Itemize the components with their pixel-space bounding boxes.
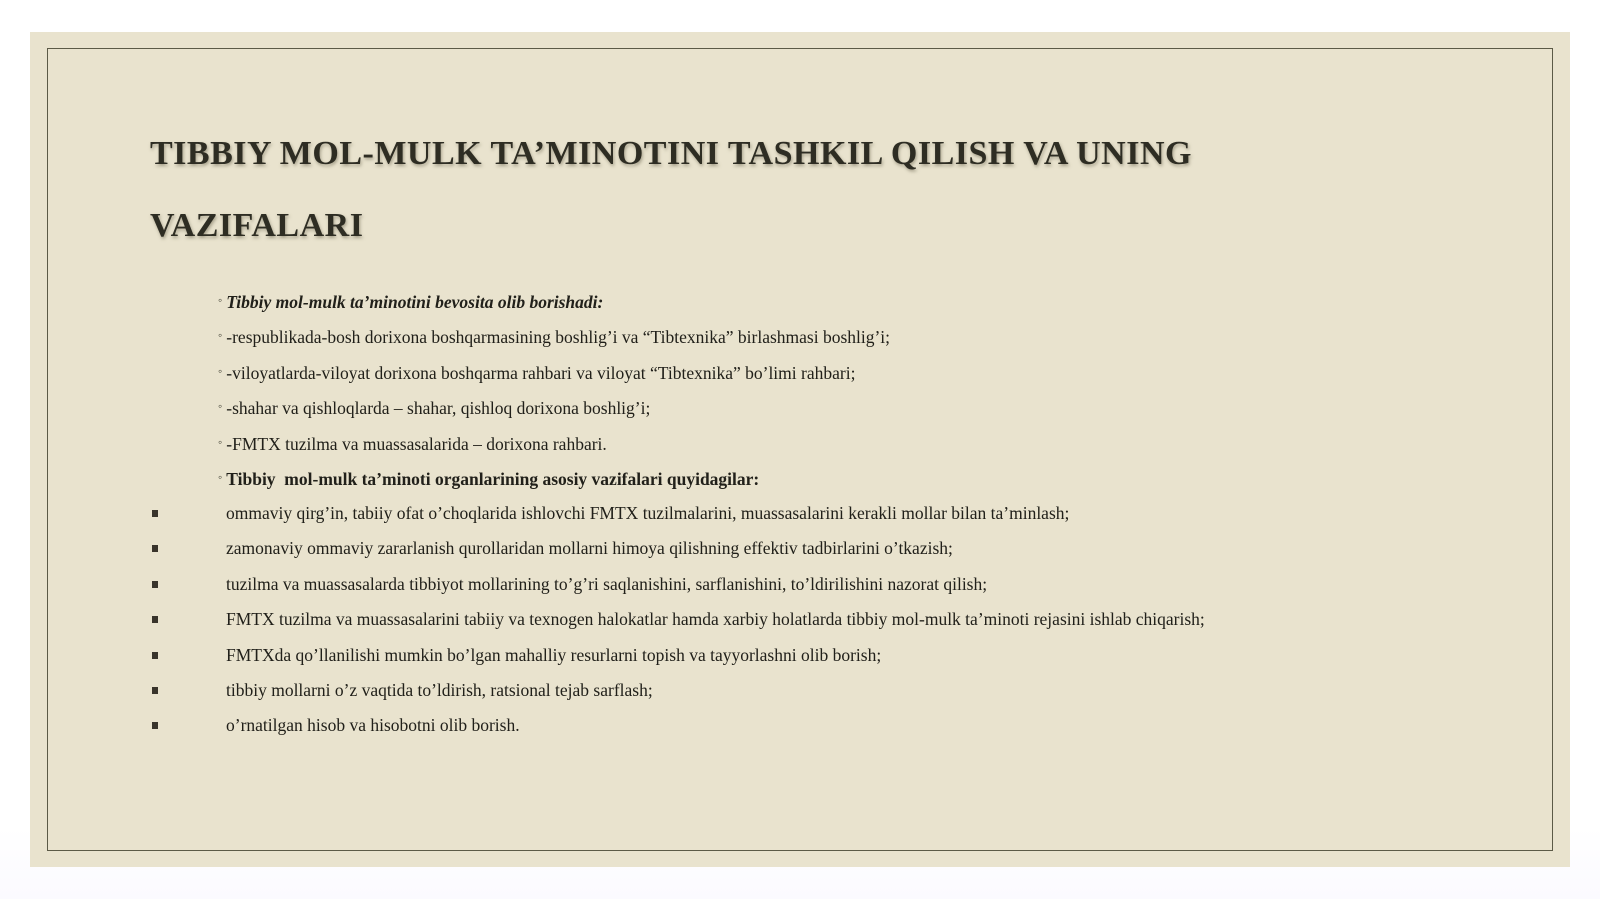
- list-item-text: zamonaviy ommaviy zararlanish qurollaridan mollarni himoya qilishning effektiv tadbirlarini o’tkazish;: [226, 538, 953, 559]
- slide: [30, 32, 1570, 867]
- square-bullet-icon: [152, 510, 158, 517]
- slide-title-line2: VAZIFALARI: [150, 207, 364, 244]
- list-item-text: tuzilma va muassasalarda tibbiyot mollarining to’g’ri saqlanishini, sarflanishini, to’ldirilishini nazorat qilish;: [226, 573, 988, 594]
- slide-title: [150, 118, 1480, 262]
- list-item-text: -FMTX tuzilma va muassasalarida – dorixona rahbari.: [226, 433, 607, 454]
- list-item-text: o’rnatilgan hisob va hisobotni olib borish.: [226, 715, 520, 736]
- list-item: [218, 356, 1518, 391]
- square-bullet-icon: [152, 652, 158, 659]
- list-item-text: FMTXda qo’llanilishi mumkin bo’lgan mahalliy resurlarni topish va tayyorlashni olib borish;: [226, 644, 882, 665]
- square-bullet-icon: [152, 722, 158, 729]
- circle-bullet-icon: ◦: [218, 470, 223, 485]
- intro-list: [218, 285, 1518, 497]
- list-item: [218, 285, 1518, 320]
- list-item-text: -respublikada-bosh dorixona boshqarmasining boshlig’i va “Tibtexnika” birlashmasi boshlig’i;: [226, 327, 891, 348]
- list-item: [152, 531, 1532, 566]
- list-item-text: -shahar va qishloqlarda – shahar, qishloq dorixona boshlig’i;: [226, 398, 651, 419]
- list-item: [152, 638, 1532, 673]
- list-item: [218, 427, 1518, 462]
- circle-bullet-icon: ◦: [218, 293, 223, 307]
- list-item-text: tibbiy mollarni o’z vaqtida to’ldirish, ratsional tejab sarflash;: [226, 680, 653, 701]
- square-bullet-icon: [152, 616, 158, 623]
- list-item: [152, 567, 1532, 602]
- list-item: [218, 462, 1518, 497]
- list-item-text: -viloyatlarda-viloyat dorixona boshqarma rahbari va viloyat “Tibtexnika” bo’limi rahbari;: [226, 362, 856, 383]
- square-bullet-icon: [152, 687, 158, 694]
- list-item: [152, 496, 1532, 531]
- list-item: [152, 602, 1532, 637]
- list-item: [152, 673, 1532, 708]
- square-bullet-icon: [152, 581, 158, 588]
- list-item-text: FMTX tuzilma va muassasalarini tabiiy va texnogen halokatlar hamda xarbiy holatlarda tibbiy mol-mulk ta’minoti rejasini ishlab chiqarish;: [226, 609, 1205, 630]
- circle-bullet-icon: ◦: [218, 363, 223, 378]
- list-item: [218, 320, 1518, 355]
- circle-bullet-icon: ◦: [218, 328, 223, 343]
- list-item: [152, 708, 1532, 743]
- list-item-text: Tibbiy mol-mulk ta’minotini bevosita olib borishadi:: [226, 292, 604, 312]
- circle-bullet-icon: ◦: [218, 399, 223, 414]
- square-bullet-icon: [152, 545, 158, 552]
- list-item-text: Tibbiy mol-mulk ta’minoti organlarining asosiy vazifalari quyidagilar:: [226, 469, 760, 490]
- circle-bullet-icon: ◦: [218, 434, 223, 449]
- list-item: [218, 391, 1518, 426]
- tasks-list: [152, 496, 1532, 744]
- list-item-text: ommaviy qirg’in, tabiiy ofat o’choqlarida ishlovchi FMTX tuzilmalarini, muassasalarini kerakli mollar bilan ta’minlash;: [226, 503, 1070, 523]
- slide-title-line1: TIBBIY MOL-MULK TA’MINOTINI TASHKIL QILISH VA UNING: [150, 135, 1192, 172]
